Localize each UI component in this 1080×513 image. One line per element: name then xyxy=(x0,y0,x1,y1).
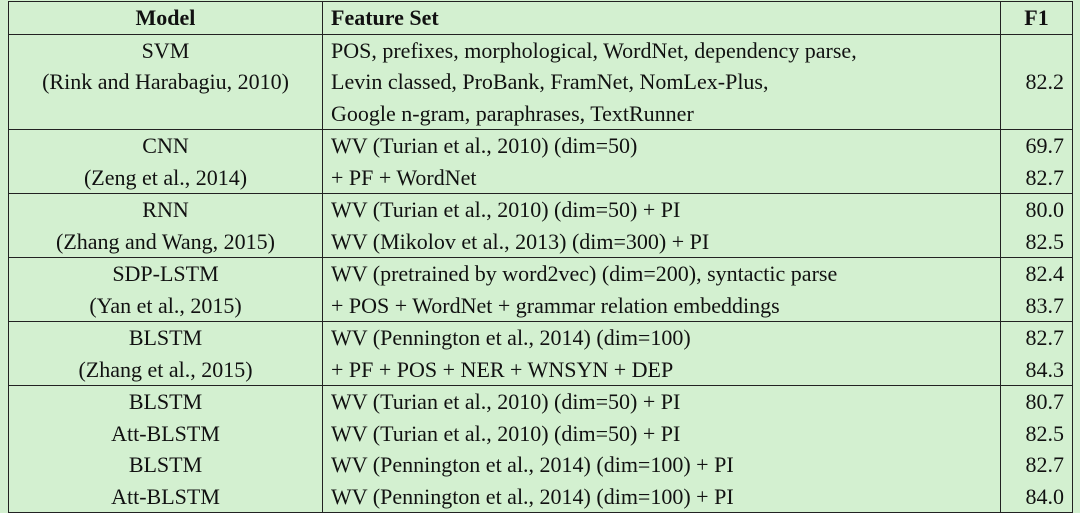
model-cell: (Zhang and Wang, 2015) xyxy=(9,226,323,258)
model-column-header: Model xyxy=(9,2,323,35)
model-cell: Att-BLSTM xyxy=(9,418,323,450)
f1-cell: 82.2 xyxy=(1001,34,1073,130)
result-group-sdp-lstm xyxy=(9,258,1073,322)
feature-cell: + PF + WordNet xyxy=(323,162,1001,194)
table-row xyxy=(9,354,1073,386)
table-row xyxy=(9,481,1073,513)
feature-cell: WV (Turian et al., 2010) (dim=50) + PI xyxy=(323,194,1001,226)
result-group-att-blstm xyxy=(9,386,1073,513)
feature-cell: Levin classed, ProBank, FramNet, NomLex-Plus, xyxy=(323,66,1001,98)
table-row xyxy=(9,66,1073,98)
model-cell: (Rink and Harabagiu, 2010) xyxy=(9,66,323,98)
feature-cell: WV (Turian et al., 2010) (dim=50) xyxy=(323,130,1001,162)
header-row xyxy=(9,2,1073,35)
f1-cell: 80.0 xyxy=(1001,194,1073,226)
model-cell: RNN xyxy=(9,194,323,226)
feature-cell: WV (Pennington et al., 2014) (dim=100) xyxy=(323,322,1001,354)
table-row xyxy=(9,162,1073,194)
f1-cell: 82.4 xyxy=(1001,258,1073,290)
results-table xyxy=(8,1,1073,513)
f1-cell: 84.0 xyxy=(1001,481,1073,513)
f1-cell: 82.7 xyxy=(1001,449,1073,481)
f1-cell: 82.7 xyxy=(1001,162,1073,194)
f1-cell: 82.5 xyxy=(1001,226,1073,258)
f1-cell: 84.3 xyxy=(1001,354,1073,386)
f1-cell: 83.7 xyxy=(1001,290,1073,322)
f1-cell: 69.7 xyxy=(1001,130,1073,162)
f1-cell: 80.7 xyxy=(1001,386,1073,418)
model-cell: Att-BLSTM xyxy=(9,481,323,513)
table-row xyxy=(9,418,1073,450)
model-cell: (Yan et al., 2015) xyxy=(9,290,323,322)
feature-cell: WV (Pennington et al., 2014) (dim=100) + PI xyxy=(323,449,1001,481)
table-row xyxy=(9,449,1073,481)
feature-cell: + POS + WordNet + grammar relation embeddings xyxy=(323,290,1001,322)
feature-cell: WV (Turian et al., 2010) (dim=50) + PI xyxy=(323,418,1001,450)
table-row xyxy=(9,226,1073,258)
model-cell: BLSTM xyxy=(9,386,323,418)
table-row xyxy=(9,98,1073,130)
table-row xyxy=(9,194,1073,226)
model-cell: CNN xyxy=(9,130,323,162)
result-group-cnn xyxy=(9,130,1073,194)
model-cell: (Zeng et al., 2014) xyxy=(9,162,323,194)
result-group-rnn xyxy=(9,194,1073,258)
feature-cell: Google n-gram, paraphrases, TextRunner xyxy=(323,98,1001,130)
feature-set-column-header: Feature Set xyxy=(323,2,1001,35)
model-cell: BLSTM xyxy=(9,449,323,481)
table-row xyxy=(9,258,1073,290)
f1-column-header: F1 xyxy=(1001,2,1073,35)
table-row xyxy=(9,386,1073,418)
table-row xyxy=(9,130,1073,162)
result-group-svm xyxy=(9,34,1073,130)
table-row xyxy=(9,290,1073,322)
table-row xyxy=(9,322,1073,354)
feature-cell: WV (pretrained by word2vec) (dim=200), syntactic parse xyxy=(323,258,1001,290)
model-cell: BLSTM xyxy=(9,322,323,354)
result-group-blstm-zhang xyxy=(9,322,1073,386)
model-cell xyxy=(9,98,323,130)
model-cell: (Zhang et al., 2015) xyxy=(9,354,323,386)
feature-cell: WV (Mikolov et al., 2013) (dim=300) + PI xyxy=(323,226,1001,258)
feature-cell: WV (Turian et al., 2010) (dim=50) + PI xyxy=(323,386,1001,418)
model-cell: SDP-LSTM xyxy=(9,258,323,290)
feature-cell: POS, prefixes, morphological, WordNet, dependency parse, xyxy=(323,34,1001,66)
f1-cell: 82.7 xyxy=(1001,322,1073,354)
table-header xyxy=(9,2,1073,35)
feature-cell: + PF + POS + NER + WNSYN + DEP xyxy=(323,354,1001,386)
f1-cell: 82.5 xyxy=(1001,418,1073,450)
model-cell: SVM xyxy=(9,34,323,66)
table-row xyxy=(9,34,1073,66)
feature-cell: WV (Pennington et al., 2014) (dim=100) + PI xyxy=(323,481,1001,513)
